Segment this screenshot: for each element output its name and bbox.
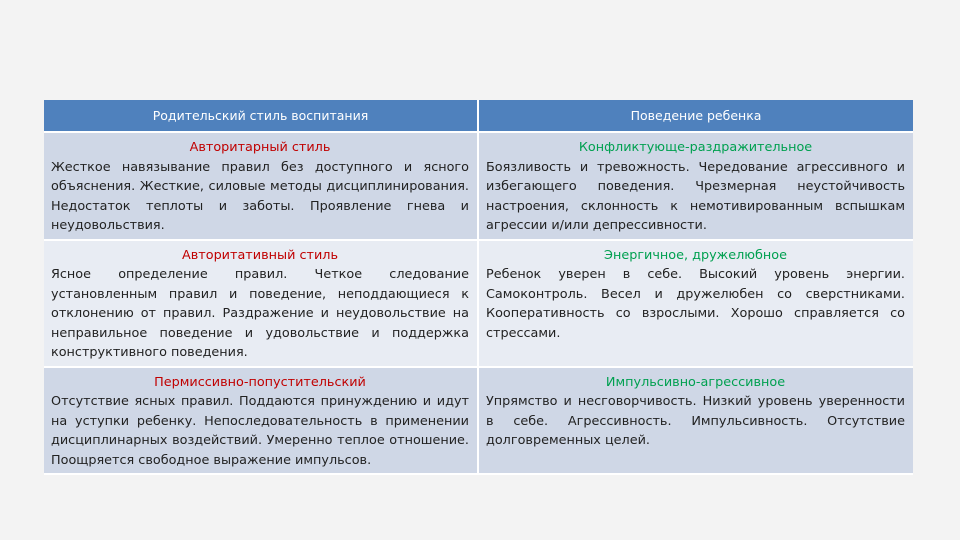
table-row: [44, 367, 913, 475]
parenting-style-cell: [44, 132, 478, 240]
behavior-title: Импульсивно-агрессивное: [605, 374, 786, 390]
behavior-title: Энергичное, дружелюбное: [604, 247, 787, 263]
behavior-description: Боязливость и тревожность. Чередование агрессивного и избегающего поведения. Чрезмерная неустойчивость настроения, склонность к немотивированным вспышкам агрессии и/или депрессивности.: [486, 159, 905, 233]
style-description: Отсутствие ясных правил. Поддаются принуждению и идут на уступки ребенку. Непоследовательность в применении дисциплинарных воздействий. Умеренно теплое отношение. Поощряется свободное выражение импульсов.: [51, 394, 469, 468]
parenting-style-cell: [44, 240, 478, 367]
behavior-title: Конфликтующе-раздражительное: [578, 140, 813, 155]
parenting-style-cell: [44, 367, 478, 475]
header-child-behavior: Поведение ребенка: [478, 100, 913, 132]
table-row: [44, 132, 913, 240]
child-behavior-cell: [478, 132, 913, 240]
style-description: Ясное определение правил. Четкое следование установленным правил и поведение, неподдающиеся к отклонению от правил. Раздражение и неудовольствие на неправильное поведение и удовольствие и поддержка конструктивного поведения.: [51, 267, 469, 360]
behavior-description: Ребенок уверен в себе. Высокий уровень энергии. Самоконтроль. Весел и дружелюбен со сверстниками. Кооперативность со взрослыми. Хорошо справляется со стрессами.: [486, 267, 905, 341]
child-behavior-cell: [478, 367, 913, 475]
style-title: Авторитарный стиль: [189, 140, 331, 155]
header-parenting-style: Родительский стиль воспитания: [44, 100, 478, 132]
style-description: Жесткое навязывание правил без доступного и ясного объяснения. Жесткие, силовые методы дисциплинирования. Недостаток теплоты и заботы. Проявление гнева и неудовольствия.: [51, 159, 469, 233]
table-header-row: [44, 100, 913, 132]
style-title: Пермиссивно-попустительский: [154, 374, 366, 390]
behavior-description: Упрямство и несговорчивость. Низкий уровень уверенности в себе. Агрессивность. Импульсивность. Отсутствие долговременных целей.: [486, 394, 905, 448]
style-title: Авторитативный стиль: [181, 247, 338, 263]
child-behavior-cell: [478, 240, 913, 367]
parenting-styles-table: [44, 100, 913, 475]
table-row: [44, 240, 913, 367]
